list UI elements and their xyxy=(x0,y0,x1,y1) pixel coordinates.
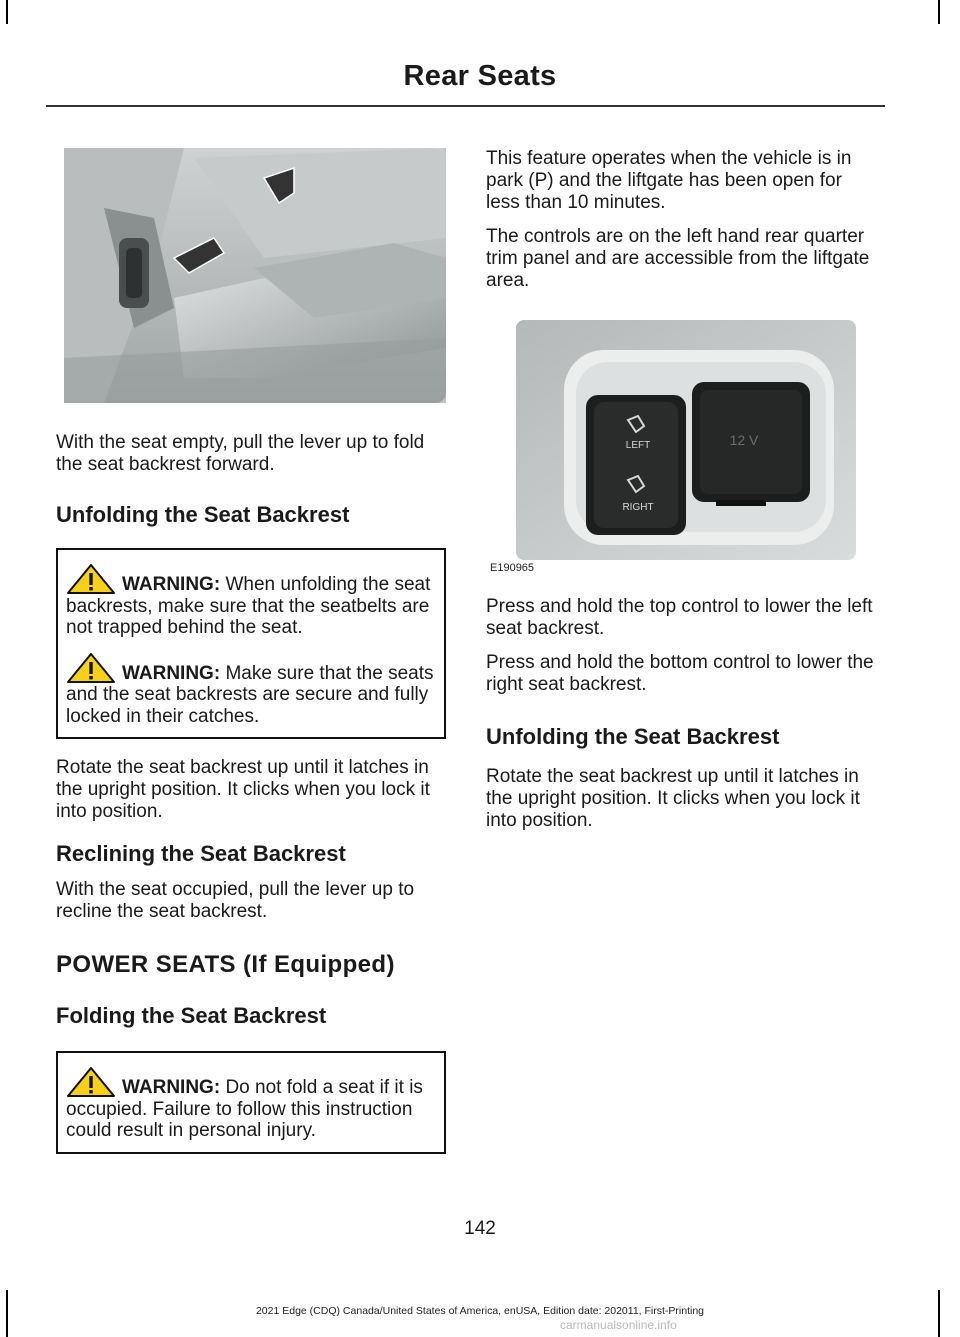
seat-lever-image xyxy=(64,148,446,403)
left-column xyxy=(56,148,446,1154)
warning-label: WARNING: xyxy=(122,1077,221,1098)
warning-triangle-icon xyxy=(66,1067,116,1097)
title-rule xyxy=(46,105,885,107)
warning-triangle-icon xyxy=(66,653,116,683)
warning-item xyxy=(66,564,436,639)
warning-box xyxy=(56,548,446,739)
edition-footer: 2021 Edge (CDQ) Canada/United States of America, enUSA, Edition date: 202011, First-Printing xyxy=(255,1305,705,1317)
warning-item xyxy=(66,1067,436,1142)
section-heading: Reclining the Seat Backrest xyxy=(56,841,346,866)
crop-mark xyxy=(6,0,8,24)
paragraph: Rotate the seat backrest up until it latches in the upright position. It clicks when you lock it into position. xyxy=(486,766,860,831)
outlet-label: 12 V xyxy=(729,432,759,448)
paragraph: With the seat occupied, pull the lever up to recline the seat backrest. xyxy=(56,879,415,922)
warning-label: WARNING: xyxy=(122,574,221,595)
paragraph: Rotate the seat backrest up until it latches in the upright position. It clicks when you lock it into position. xyxy=(56,757,430,822)
chapter-heading: POWER SEATS (If Equipped) xyxy=(56,951,395,978)
warning-text: Do not fold a seat if it is occupied. Failure to follow this instruction could result in personal injury. xyxy=(66,1077,423,1141)
paragraph: Press and hold the bottom control to lower the right seat backrest. xyxy=(486,652,874,695)
figure-code: E190965 xyxy=(490,562,535,574)
seat-lever-illustration xyxy=(64,148,454,408)
section-heading: Folding the Seat Backrest xyxy=(56,1003,327,1028)
right-column xyxy=(486,148,881,832)
warning-text: When unfolding the seat backrests, make sure that the seatbelts are not trapped behind the seat. xyxy=(66,574,431,638)
warning-triangle-icon xyxy=(66,564,116,594)
warning-label: WARNING: xyxy=(122,662,221,684)
paragraph: The controls are on the left hand rear quarter trim panel and are accessible from the liftgate area. xyxy=(486,226,870,291)
power-seat-switch-illustration xyxy=(486,320,881,578)
warning-box xyxy=(56,1051,446,1154)
warning-item xyxy=(66,653,436,728)
watermark: carmanualsonline.info xyxy=(560,1318,677,1332)
section-heading: Unfolding the Seat Backrest xyxy=(56,502,350,527)
page-title: Rear Seats xyxy=(403,60,557,92)
warning-text: Make sure that the seats and the seat backrests are secure and fully locked in their catches. xyxy=(66,662,434,727)
section-heading: Unfolding the Seat Backrest xyxy=(486,724,780,749)
switch-label-left: LEFT xyxy=(625,440,651,451)
paragraph: With the seat empty, pull the lever up to fold the seat backrest forward. xyxy=(56,432,425,475)
switch-label-right: RIGHT xyxy=(622,502,654,513)
paragraph: This feature operates when the vehicle is in park (P) and the liftgate has been open for less than 10 minutes. xyxy=(486,148,852,213)
power-seat-switch-image xyxy=(516,320,856,560)
crop-mark xyxy=(938,0,940,24)
paragraph: Press and hold the top control to lower the left seat backrest. xyxy=(486,596,873,639)
page-number: 142 xyxy=(464,1218,496,1239)
